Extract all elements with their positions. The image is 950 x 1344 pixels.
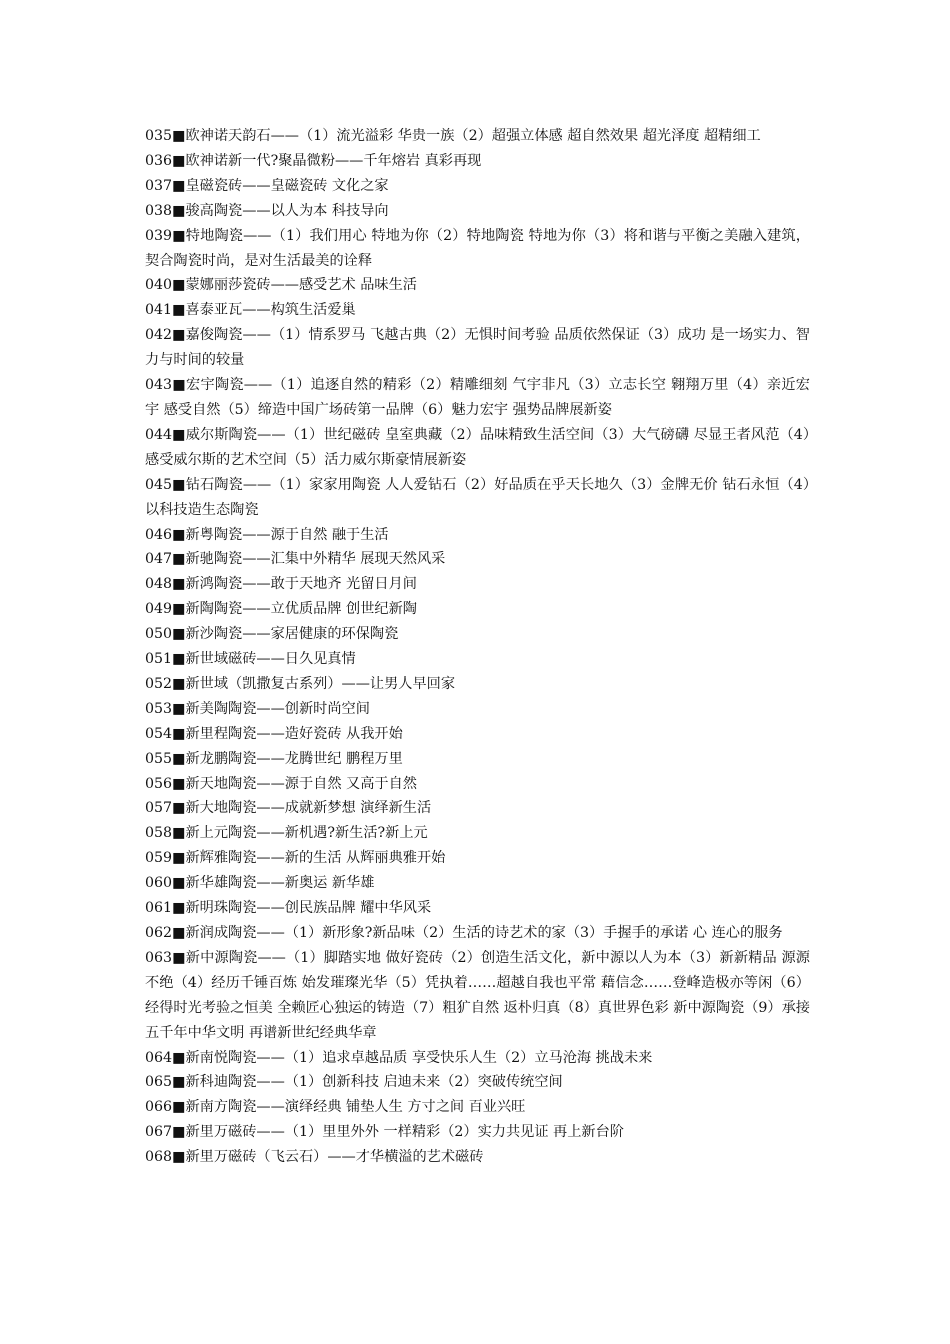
slogan-entry-045: 045■钻石陶瓷——（1）家家用陶瓷 人人爱钻石（2）好品质在乎天长地久（3）金牌无价 钻石永恒（4）以科技造生态陶瓷	[145, 476, 810, 518]
slogan-entry-039: 039■特地陶瓷——（1）我们用心 特地为你（2）特地陶瓷 特地为你（3）将和谐与平衡之美融入建筑，契合陶瓷时尚，是对生活最美的诠释	[145, 227, 810, 269]
document-page	[145, 124, 810, 1170]
slogan-entry-038: 038■骏高陶瓷——以人为本 科技导向	[145, 202, 389, 219]
slogan-entry-052: 052■新世域（凯撒复古系列）——让男人早回家	[145, 675, 456, 692]
slogan-entry-051: 051■新世域磁砖——日久见真情	[145, 651, 356, 668]
slogan-entry-037: 037■皇磁瓷砖——皇磁瓷砖 文化之家	[145, 177, 389, 194]
slogan-entry-068: 068■新里万磁砖（飞云石）——才华横溢的艺术磁砖	[145, 1149, 484, 1166]
slogan-entry-057: 057■新大地陶瓷——成就新梦想 演绎新生活	[145, 800, 432, 817]
slogan-entry-054: 054■新里程陶瓷——造好瓷砖 从我开始	[145, 725, 403, 742]
slogan-entry-044: 044■威尔斯陶瓷——（1）世纪磁砖 皇室典藏（2）品味精致生活空间（3）大气磅礴 尽显王者风范（4）感受威尔斯的艺术空间（5）活力威尔斯豪情展新姿	[145, 426, 810, 468]
slogan-entry-056: 056■新天地陶瓷——源于自然 又高于自然	[145, 775, 417, 792]
slogan-entry-058: 058■新上元陶瓷——新机遇?新生活?新上元	[145, 825, 428, 842]
slogan-entry-063: 063■新中源陶瓷——（1）脚踏实地 做好瓷砖（2）创造生活文化，新中源以人为本（3）新新精品 源源不绝（4）经历千锤百炼 始发璀璨光华（5）凭执着……超越自我也平常 藉信念……登峰造极亦等闲（6）经得时光考验之恒美 全赖匠心独运的铸造（7）粗犷自然 返朴归真（8）真世界色彩 新中源陶瓷（9）承接五千年中华文明 再谱新世纪经典华章	[145, 949, 810, 1041]
slogan-entry-049: 049■新陶陶瓷——立优质品牌 创世纪新陶	[145, 601, 417, 618]
slogan-entry-042: 042■嘉俊陶瓷——（1）情系罗马 飞越古典（2）无惧时间考验 品质依然保证（3）成功 是一场实力、智力与时间的较量	[145, 327, 810, 369]
slogan-entry-041: 041■喜泰亚瓦——构筑生活爱巢	[145, 302, 356, 319]
slogan-entry-043: 043■宏宇陶瓷——（1）追逐自然的精彩（2）精雕细刻 气宇非凡（3）立志长空 翱翔万里（4）亲近宏宇 感受自然（5）缔造中国广场砖第一品牌（6）魅力宏宇 强势品牌展新姿	[145, 377, 810, 418]
slogan-entry-053: 053■新美陶陶瓷——创新时尚空间	[145, 700, 370, 717]
slogan-entry-055: 055■新龙鹏陶瓷——龙腾世纪 鹏程万里	[145, 750, 403, 767]
slogan-entry-059: 059■新辉雅陶瓷——新的生活 从辉丽典雅开始	[145, 850, 446, 867]
slogan-entry-067: 067■新里万磁砖——（1）里里外外 一样精彩（2）实力共见证 再上新台阶	[145, 1124, 624, 1141]
slogan-entry-047: 047■新驰陶瓷——汇集中外精华 展现天然风采	[145, 551, 446, 568]
slogan-entry-065: 065■新科迪陶瓷——（1）创新科技 启迪未来（2）突破传统空间	[145, 1074, 563, 1091]
slogan-entry-064: 064■新南悦陶瓷——（1）追求卓越品质 享受快乐人生（2）立马沧海 挑战未来	[145, 1049, 653, 1066]
slogan-entry-061: 061■新明珠陶瓷——创民族品牌 耀中华风采	[145, 900, 432, 917]
slogan-entry-066: 066■新南方陶瓷——演绎经典 铺垫人生 方寸之间 百业兴旺	[145, 1099, 526, 1116]
slogan-entry-062: 062■新润成陶瓷——（1）新形象?新品味（2）生活的诗艺术的家（3）手握手的承诺 心 连心的服务	[145, 925, 783, 941]
slogan-entry-035: 035■欧神诺天韵石——（1）流光溢彩 华贵一族（2）超强立体感 超自然效果 超光泽度 超精细工	[145, 128, 761, 144]
slogan-entry-050: 050■新沙陶瓷——家居健康的环保陶瓷	[145, 626, 399, 643]
slogan-entry-048: 048■新鸿陶瓷——敢于天地齐 光留日月间	[145, 576, 417, 593]
slogan-entry-040: 040■蒙娜丽莎瓷砖——感受艺术 品味生活	[145, 277, 417, 294]
slogan-entry-046: 046■新粤陶瓷——源于自然 融于生活	[145, 526, 389, 543]
slogan-entry-036: 036■欧神诺新一代?聚晶微粉——千年熔岩 真彩再现	[145, 152, 482, 169]
slogan-entry-060: 060■新华雄陶瓷——新奥运 新华雄	[145, 875, 375, 892]
